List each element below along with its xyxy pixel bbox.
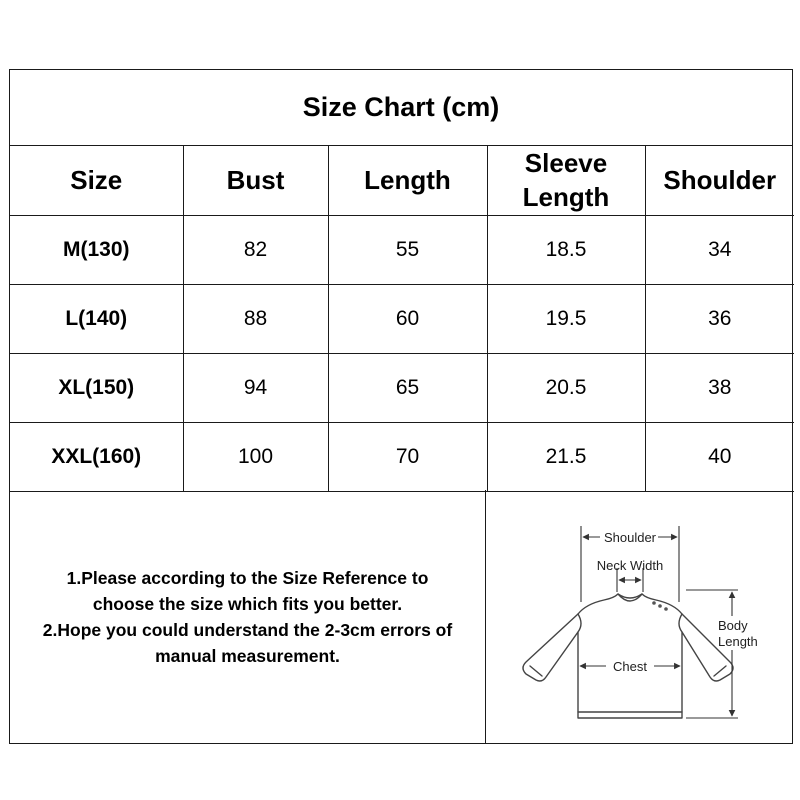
length-cell: 65: [328, 353, 487, 422]
size-cell: M(130): [10, 215, 183, 284]
header-length: Length: [328, 146, 487, 215]
table-row: [10, 284, 794, 353]
header-sleeve-length: Sleeve Length: [487, 146, 645, 215]
shoulder-cell: 38: [645, 353, 794, 422]
note-line: manual measurement.: [155, 645, 340, 666]
chart-title: Size Chart (cm): [10, 70, 792, 146]
shoulder-cell: 34: [645, 215, 794, 284]
sleeve-length-cell: 19.5: [487, 284, 645, 353]
body-length-label-2: Length: [718, 634, 758, 649]
length-cell: 60: [328, 284, 487, 353]
size-cell: XL(150): [10, 353, 183, 422]
note-line: 1.Please according to the Size Reference to: [66, 567, 429, 588]
header-bust: Bust: [183, 146, 328, 215]
sleeve-length-cell: 21.5: [487, 422, 645, 491]
bust-cell: 88: [183, 284, 328, 353]
measurement-diagram: [486, 490, 792, 743]
size-cell: XXL(160): [10, 422, 183, 491]
bust-cell: 94: [183, 353, 328, 422]
size-notes: [10, 490, 486, 743]
neck-width-label: Neck Width: [596, 558, 664, 573]
bust-cell: 82: [183, 215, 328, 284]
sleeve-length-cell: 18.5: [487, 215, 645, 284]
shoulder-cell: 36: [645, 284, 794, 353]
header-row: [10, 146, 794, 215]
bust-cell: 100: [183, 422, 328, 491]
size-table: [10, 146, 794, 492]
size-cell: L(140): [10, 284, 183, 353]
body-length-label-1: Body: [718, 618, 748, 633]
shoulder-label: Shoulder: [603, 530, 657, 545]
chest-label: Chest: [613, 659, 647, 674]
table-row: [10, 422, 794, 491]
header-size: Size: [10, 146, 183, 215]
note-line: 2.Hope you could understand the 2-3cm errors of: [42, 619, 453, 640]
shirt-illustration: [486, 490, 792, 743]
header-shoulder: Shoulder: [645, 146, 794, 215]
table-row: [10, 353, 794, 422]
length-cell: 55: [328, 215, 487, 284]
sleeve-length-cell: 20.5: [487, 353, 645, 422]
shirt-body-outline: [523, 594, 733, 718]
shoulder-cell: 40: [645, 422, 794, 491]
table-row: [10, 215, 794, 284]
note-line: choose the size which fits you better.: [92, 593, 403, 614]
length-cell: 70: [328, 422, 487, 491]
bottom-section: [10, 490, 792, 743]
size-chart: [9, 69, 793, 744]
